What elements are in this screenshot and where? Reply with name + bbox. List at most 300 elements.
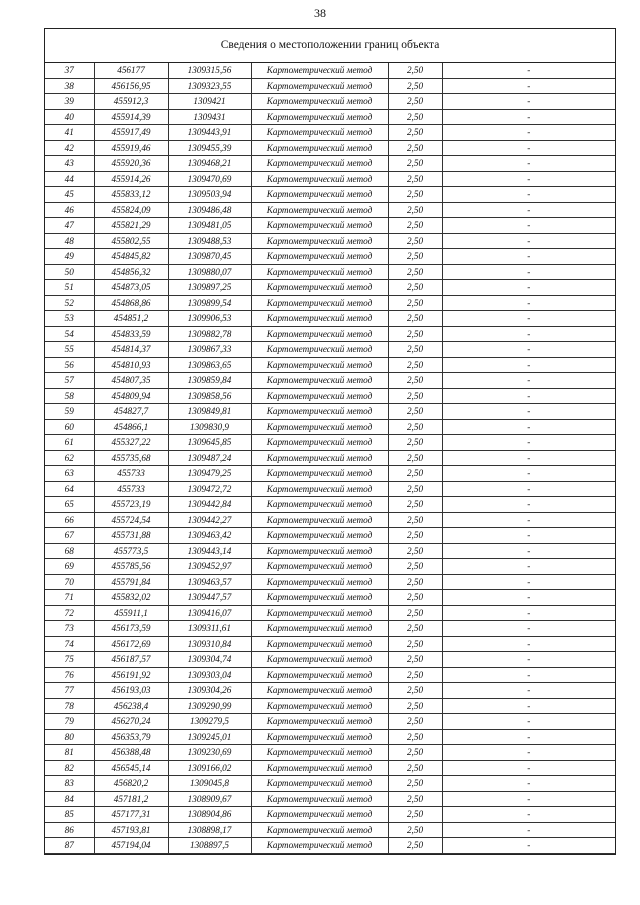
note-cell: - (442, 404, 615, 420)
table-row (45, 590, 615, 606)
table-row (45, 156, 615, 172)
y-coordinate-cell: 1309486,48 (168, 202, 251, 218)
x-coordinate-cell: 455821,29 (94, 218, 168, 234)
point-number-cell: 64 (45, 481, 94, 497)
table-row (45, 171, 615, 187)
method-cell: Картометрический метод (251, 140, 388, 156)
y-coordinate-cell: 1309830,9 (168, 419, 251, 435)
accuracy-cell: 2,50 (388, 621, 442, 637)
accuracy-cell: 2,50 (388, 450, 442, 466)
note-cell: - (442, 683, 615, 699)
point-number-cell: 82 (45, 760, 94, 776)
note-cell: - (442, 156, 615, 172)
accuracy-cell: 2,50 (388, 311, 442, 327)
note-cell: - (442, 63, 615, 78)
accuracy-cell: 2,50 (388, 419, 442, 435)
point-number-cell: 70 (45, 574, 94, 590)
method-cell: Картометрический метод (251, 311, 388, 327)
y-coordinate-cell: 1309452,97 (168, 559, 251, 575)
note-cell: - (442, 94, 615, 110)
y-coordinate-cell: 1309645,85 (168, 435, 251, 451)
accuracy-cell: 2,50 (388, 776, 442, 792)
point-number-cell: 39 (45, 94, 94, 110)
x-coordinate-cell: 456238,4 (94, 698, 168, 714)
y-coordinate-cell: 1309447,57 (168, 590, 251, 606)
point-number-cell: 56 (45, 357, 94, 373)
table-row (45, 249, 615, 265)
accuracy-cell: 2,50 (388, 543, 442, 559)
x-coordinate-cell: 455802,55 (94, 233, 168, 249)
x-coordinate-cell: 454810,93 (94, 357, 168, 373)
accuracy-cell: 2,50 (388, 373, 442, 389)
point-number-cell: 49 (45, 249, 94, 265)
y-coordinate-cell: 1309880,07 (168, 264, 251, 280)
point-number-cell: 73 (45, 621, 94, 637)
table-row (45, 342, 615, 358)
x-coordinate-cell: 455914,39 (94, 109, 168, 125)
accuracy-cell: 2,50 (388, 512, 442, 528)
method-cell: Картометрический метод (251, 78, 388, 94)
y-coordinate-cell: 1309443,91 (168, 125, 251, 141)
note-cell: - (442, 528, 615, 544)
point-number-cell: 63 (45, 466, 94, 482)
point-number-cell: 75 (45, 652, 94, 668)
x-coordinate-cell: 456172,69 (94, 636, 168, 652)
x-coordinate-cell: 455911,1 (94, 605, 168, 621)
x-coordinate-cell: 456820,2 (94, 776, 168, 792)
note-cell: - (442, 822, 615, 838)
note-cell: - (442, 760, 615, 776)
point-number-cell: 71 (45, 590, 94, 606)
point-number-cell: 79 (45, 714, 94, 730)
table-row (45, 280, 615, 296)
x-coordinate-cell: 454833,59 (94, 326, 168, 342)
table-row (45, 559, 615, 575)
y-coordinate-cell: 1309468,21 (168, 156, 251, 172)
x-coordinate-cell: 455833,12 (94, 187, 168, 203)
point-number-cell: 74 (45, 636, 94, 652)
note-cell: - (442, 543, 615, 559)
method-cell: Картометрический метод (251, 373, 388, 389)
y-coordinate-cell: 1309442,27 (168, 512, 251, 528)
y-coordinate-cell: 1309431 (168, 109, 251, 125)
y-coordinate-cell: 1309481,05 (168, 218, 251, 234)
y-coordinate-cell: 1309470,69 (168, 171, 251, 187)
method-cell: Картометрический метод (251, 435, 388, 451)
table-row (45, 109, 615, 125)
point-number-cell: 57 (45, 373, 94, 389)
point-number-cell: 85 (45, 807, 94, 823)
note-cell: - (442, 125, 615, 141)
x-coordinate-cell: 454827,7 (94, 404, 168, 420)
method-cell: Картометрический метод (251, 404, 388, 420)
table-row (45, 326, 615, 342)
method-cell: Картометрический метод (251, 388, 388, 404)
accuracy-cell: 2,50 (388, 838, 442, 854)
point-number-cell: 78 (45, 698, 94, 714)
point-number-cell: 47 (45, 218, 94, 234)
y-coordinate-cell: 1309290,99 (168, 698, 251, 714)
method-cell: Картометрический метод (251, 776, 388, 792)
x-coordinate-cell: 455832,02 (94, 590, 168, 606)
x-coordinate-cell: 455724,54 (94, 512, 168, 528)
point-number-cell: 41 (45, 125, 94, 141)
note-cell: - (442, 590, 615, 606)
x-coordinate-cell: 456353,79 (94, 729, 168, 745)
point-number-cell: 67 (45, 528, 94, 544)
point-number-cell: 59 (45, 404, 94, 420)
point-number-cell: 72 (45, 605, 94, 621)
method-cell: Картометрический метод (251, 419, 388, 435)
table-row (45, 667, 615, 683)
method-cell: Картометрический метод (251, 295, 388, 311)
table-row (45, 652, 615, 668)
note-cell: - (442, 481, 615, 497)
table-row (45, 776, 615, 792)
accuracy-cell: 2,50 (388, 497, 442, 513)
coordinates-table (45, 63, 615, 854)
x-coordinate-cell: 455733 (94, 481, 168, 497)
y-coordinate-cell: 1309304,26 (168, 683, 251, 699)
table-row (45, 218, 615, 234)
note-cell: - (442, 264, 615, 280)
x-coordinate-cell: 456156,95 (94, 78, 168, 94)
method-cell: Картометрический метод (251, 559, 388, 575)
accuracy-cell: 2,50 (388, 404, 442, 420)
accuracy-cell: 2,50 (388, 590, 442, 606)
note-cell: - (442, 326, 615, 342)
x-coordinate-cell: 456191,92 (94, 667, 168, 683)
note-cell: - (442, 605, 615, 621)
y-coordinate-cell: 1309899,54 (168, 295, 251, 311)
table-row (45, 264, 615, 280)
note-cell: - (442, 574, 615, 590)
note-cell: - (442, 466, 615, 482)
y-coordinate-cell: 1309230,69 (168, 745, 251, 761)
point-number-cell: 45 (45, 187, 94, 203)
method-cell: Картометрический метод (251, 791, 388, 807)
point-number-cell: 77 (45, 683, 94, 699)
table-row (45, 311, 615, 327)
table-row (45, 94, 615, 110)
note-cell: - (442, 78, 615, 94)
y-coordinate-cell: 1309166,02 (168, 760, 251, 776)
method-cell: Картометрический метод (251, 698, 388, 714)
y-coordinate-cell: 1309859,84 (168, 373, 251, 389)
accuracy-cell: 2,50 (388, 140, 442, 156)
note-cell: - (442, 233, 615, 249)
note-cell: - (442, 218, 615, 234)
note-cell: - (442, 295, 615, 311)
table-row (45, 404, 615, 420)
point-number-cell: 52 (45, 295, 94, 311)
point-number-cell: 66 (45, 512, 94, 528)
table-row (45, 357, 615, 373)
point-number-cell: 68 (45, 543, 94, 559)
table-row (45, 636, 615, 652)
accuracy-cell: 2,50 (388, 714, 442, 730)
accuracy-cell: 2,50 (388, 342, 442, 358)
y-coordinate-cell: 1309867,33 (168, 342, 251, 358)
x-coordinate-cell: 455773,5 (94, 543, 168, 559)
table-row (45, 140, 615, 156)
x-coordinate-cell: 455733 (94, 466, 168, 482)
x-coordinate-cell: 454845,82 (94, 249, 168, 265)
x-coordinate-cell: 456173,59 (94, 621, 168, 637)
point-number-cell: 83 (45, 776, 94, 792)
y-coordinate-cell: 1309463,57 (168, 574, 251, 590)
x-coordinate-cell: 455919,46 (94, 140, 168, 156)
point-number-cell: 54 (45, 326, 94, 342)
note-cell: - (442, 838, 615, 854)
table-row (45, 760, 615, 776)
accuracy-cell: 2,50 (388, 636, 442, 652)
x-coordinate-cell: 454856,32 (94, 264, 168, 280)
x-coordinate-cell: 457181,2 (94, 791, 168, 807)
x-coordinate-cell: 454868,86 (94, 295, 168, 311)
note-cell: - (442, 621, 615, 637)
point-number-cell: 76 (45, 667, 94, 683)
note-cell: - (442, 373, 615, 389)
x-coordinate-cell: 454866,1 (94, 419, 168, 435)
table-row (45, 791, 615, 807)
boundary-sheet (44, 28, 616, 855)
method-cell: Картометрический метод (251, 264, 388, 280)
note-cell: - (442, 171, 615, 187)
accuracy-cell: 2,50 (388, 202, 442, 218)
x-coordinate-cell: 456388,48 (94, 745, 168, 761)
x-coordinate-cell: 455912,3 (94, 94, 168, 110)
accuracy-cell: 2,50 (388, 667, 442, 683)
y-coordinate-cell: 1309472,72 (168, 481, 251, 497)
method-cell: Картометрический метод (251, 125, 388, 141)
table-row (45, 450, 615, 466)
y-coordinate-cell: 1309503,94 (168, 187, 251, 203)
y-coordinate-cell: 1309045,8 (168, 776, 251, 792)
table-row (45, 78, 615, 94)
note-cell: - (442, 357, 615, 373)
x-coordinate-cell: 457177,31 (94, 807, 168, 823)
note-cell: - (442, 140, 615, 156)
point-number-cell: 55 (45, 342, 94, 358)
table-row (45, 605, 615, 621)
page-number: 38 (314, 6, 326, 20)
x-coordinate-cell: 455791,84 (94, 574, 168, 590)
x-coordinate-cell: 456177 (94, 63, 168, 78)
point-number-cell: 87 (45, 838, 94, 854)
note-cell: - (442, 729, 615, 745)
method-cell: Картометрический метод (251, 760, 388, 776)
method-cell: Картометрический метод (251, 156, 388, 172)
table-row (45, 729, 615, 745)
point-number-cell: 80 (45, 729, 94, 745)
method-cell: Картометрический метод (251, 745, 388, 761)
accuracy-cell: 2,50 (388, 652, 442, 668)
method-cell: Картометрический метод (251, 202, 388, 218)
y-coordinate-cell: 1308897,5 (168, 838, 251, 854)
method-cell: Картометрический метод (251, 683, 388, 699)
y-coordinate-cell: 1309870,45 (168, 249, 251, 265)
table-row (45, 295, 615, 311)
table-row (45, 543, 615, 559)
note-cell: - (442, 636, 615, 652)
accuracy-cell: 2,50 (388, 435, 442, 451)
point-number-cell: 46 (45, 202, 94, 218)
point-number-cell: 43 (45, 156, 94, 172)
method-cell: Картометрический метод (251, 729, 388, 745)
x-coordinate-cell: 455914,26 (94, 171, 168, 187)
x-coordinate-cell: 456193,03 (94, 683, 168, 699)
point-number-cell: 50 (45, 264, 94, 280)
table-row (45, 574, 615, 590)
y-coordinate-cell: 1309443,14 (168, 543, 251, 559)
accuracy-cell: 2,50 (388, 280, 442, 296)
accuracy-cell: 2,50 (388, 218, 442, 234)
note-cell: - (442, 776, 615, 792)
x-coordinate-cell: 456187,57 (94, 652, 168, 668)
table-row (45, 63, 615, 78)
method-cell: Картометрический метод (251, 63, 388, 78)
accuracy-cell: 2,50 (388, 822, 442, 838)
x-coordinate-cell: 455920,36 (94, 156, 168, 172)
note-cell: - (442, 698, 615, 714)
x-coordinate-cell: 454814,37 (94, 342, 168, 358)
y-coordinate-cell: 1309858,56 (168, 388, 251, 404)
method-cell: Картометрический метод (251, 636, 388, 652)
y-coordinate-cell: 1309416,07 (168, 605, 251, 621)
accuracy-cell: 2,50 (388, 729, 442, 745)
y-coordinate-cell: 1309442,84 (168, 497, 251, 513)
point-number-cell: 86 (45, 822, 94, 838)
y-coordinate-cell: 1309303,04 (168, 667, 251, 683)
note-cell: - (442, 559, 615, 575)
point-number-cell: 58 (45, 388, 94, 404)
method-cell: Картометрический метод (251, 590, 388, 606)
note-cell: - (442, 791, 615, 807)
method-cell: Картометрический метод (251, 714, 388, 730)
note-cell: - (442, 512, 615, 528)
x-coordinate-cell: 456545,14 (94, 760, 168, 776)
y-coordinate-cell: 1309245,01 (168, 729, 251, 745)
note-cell: - (442, 745, 615, 761)
method-cell: Картометрический метод (251, 466, 388, 482)
note-cell: - (442, 450, 615, 466)
method-cell: Картометрический метод (251, 822, 388, 838)
note-cell: - (442, 342, 615, 358)
method-cell: Картометрический метод (251, 94, 388, 110)
note-cell: - (442, 714, 615, 730)
table-row (45, 466, 615, 482)
point-number-cell: 65 (45, 497, 94, 513)
y-coordinate-cell: 1309304,74 (168, 652, 251, 668)
point-number-cell: 48 (45, 233, 94, 249)
method-cell: Картометрический метод (251, 621, 388, 637)
accuracy-cell: 2,50 (388, 125, 442, 141)
table-row (45, 497, 615, 513)
y-coordinate-cell: 1309323,55 (168, 78, 251, 94)
y-coordinate-cell: 1309849,81 (168, 404, 251, 420)
method-cell: Картометрический метод (251, 574, 388, 590)
accuracy-cell: 2,50 (388, 94, 442, 110)
method-cell: Картометрический метод (251, 218, 388, 234)
accuracy-cell: 2,50 (388, 233, 442, 249)
table-row (45, 745, 615, 761)
accuracy-cell: 2,50 (388, 807, 442, 823)
table-row (45, 419, 615, 435)
point-number-cell: 51 (45, 280, 94, 296)
table-row (45, 435, 615, 451)
x-coordinate-cell: 457193,81 (94, 822, 168, 838)
note-cell: - (442, 667, 615, 683)
table-row (45, 621, 615, 637)
x-coordinate-cell: 455723,19 (94, 497, 168, 513)
method-cell: Картометрический метод (251, 512, 388, 528)
accuracy-cell: 2,50 (388, 481, 442, 497)
accuracy-cell: 2,50 (388, 683, 442, 699)
y-coordinate-cell: 1309863,65 (168, 357, 251, 373)
note-cell: - (442, 109, 615, 125)
note-cell: - (442, 249, 615, 265)
accuracy-cell: 2,50 (388, 78, 442, 94)
point-number-cell: 61 (45, 435, 94, 451)
method-cell: Картометрический метод (251, 605, 388, 621)
accuracy-cell: 2,50 (388, 791, 442, 807)
note-cell: - (442, 280, 615, 296)
note-cell: - (442, 497, 615, 513)
table-row (45, 683, 615, 699)
x-coordinate-cell: 456270,24 (94, 714, 168, 730)
method-cell: Картометрический метод (251, 838, 388, 854)
method-cell: Картометрический метод (251, 528, 388, 544)
accuracy-cell: 2,50 (388, 187, 442, 203)
y-coordinate-cell: 1309279,5 (168, 714, 251, 730)
accuracy-cell: 2,50 (388, 698, 442, 714)
method-cell: Картометрический метод (251, 280, 388, 296)
table-row (45, 373, 615, 389)
note-cell: - (442, 435, 615, 451)
method-cell: Картометрический метод (251, 109, 388, 125)
y-coordinate-cell: 1309421 (168, 94, 251, 110)
accuracy-cell: 2,50 (388, 559, 442, 575)
table-row (45, 388, 615, 404)
y-coordinate-cell: 1309479,25 (168, 466, 251, 482)
table-row (45, 202, 615, 218)
method-cell: Картометрический метод (251, 187, 388, 203)
point-number-cell: 81 (45, 745, 94, 761)
table-row (45, 807, 615, 823)
method-cell: Картометрический метод (251, 543, 388, 559)
note-cell: - (442, 388, 615, 404)
method-cell: Картометрический метод (251, 652, 388, 668)
accuracy-cell: 2,50 (388, 574, 442, 590)
y-coordinate-cell: 1309882,78 (168, 326, 251, 342)
y-coordinate-cell: 1309488,53 (168, 233, 251, 249)
y-coordinate-cell: 1308909,67 (168, 791, 251, 807)
y-coordinate-cell: 1309897,25 (168, 280, 251, 296)
accuracy-cell: 2,50 (388, 264, 442, 280)
y-coordinate-cell: 1309455,39 (168, 140, 251, 156)
point-number-cell: 38 (45, 78, 94, 94)
y-coordinate-cell: 1309463,42 (168, 528, 251, 544)
x-coordinate-cell: 454873,05 (94, 280, 168, 296)
x-coordinate-cell: 454809,94 (94, 388, 168, 404)
note-cell: - (442, 187, 615, 203)
x-coordinate-cell: 455785,56 (94, 559, 168, 575)
y-coordinate-cell: 1309311,61 (168, 621, 251, 637)
table-row (45, 233, 615, 249)
x-coordinate-cell: 455735,68 (94, 450, 168, 466)
point-number-cell: 60 (45, 419, 94, 435)
